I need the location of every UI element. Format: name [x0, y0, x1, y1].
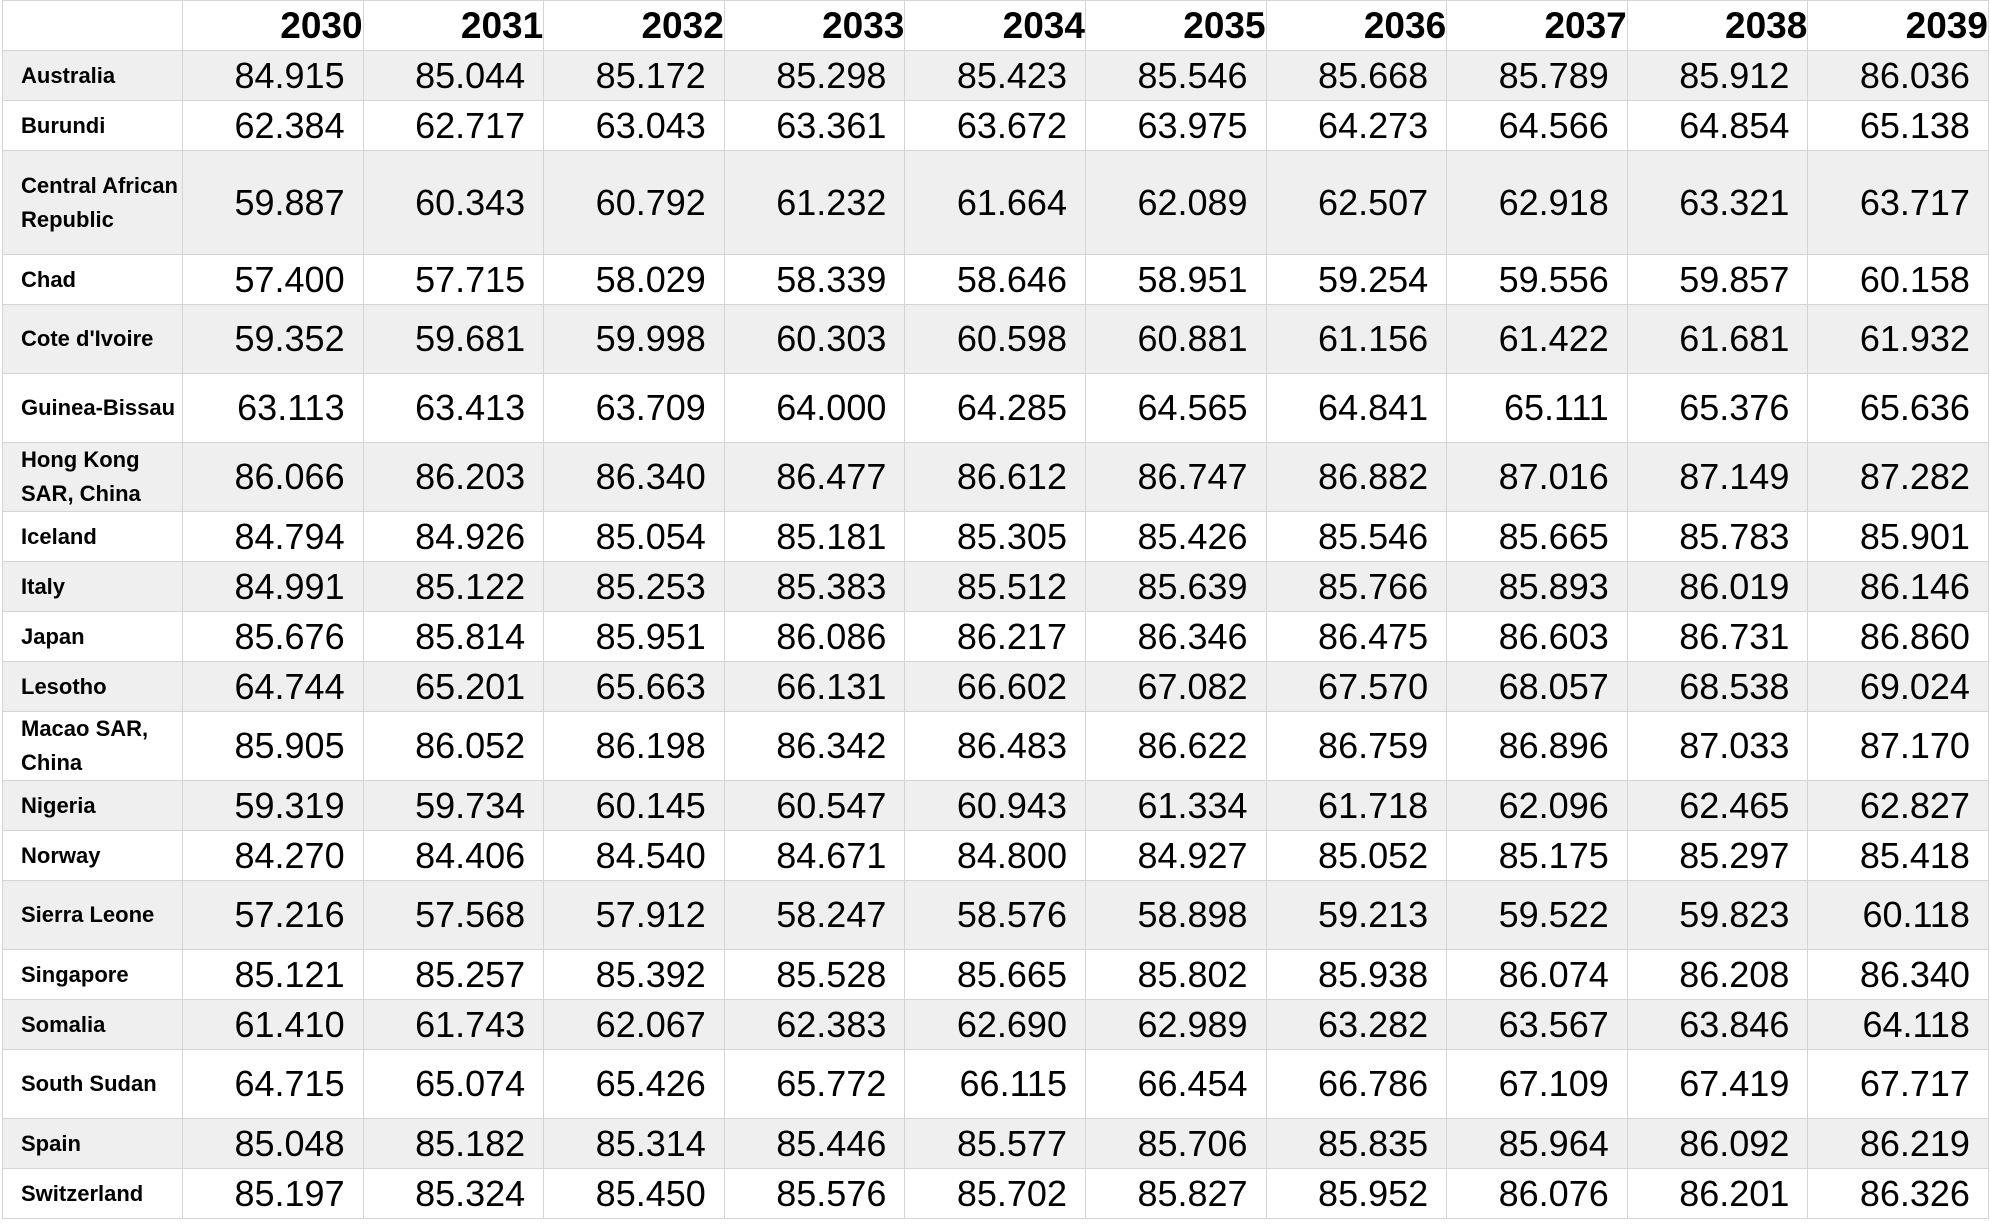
value-cell[interactable]: 86.219 [1808, 1119, 1989, 1169]
value-cell[interactable]: 84.800 [905, 831, 1086, 881]
value-cell[interactable]: 85.576 [724, 1169, 905, 1219]
value-cell[interactable]: 62.089 [1085, 151, 1266, 255]
value-cell[interactable]: 86.052 [363, 712, 544, 781]
value-cell[interactable]: 61.422 [1447, 305, 1628, 374]
value-cell[interactable]: 85.783 [1627, 512, 1808, 562]
value-cell[interactable]: 85.893 [1447, 562, 1628, 612]
value-cell[interactable]: 68.538 [1627, 662, 1808, 712]
value-cell[interactable]: 87.149 [1627, 443, 1808, 512]
value-cell[interactable]: 85.314 [544, 1119, 725, 1169]
value-cell[interactable]: 84.915 [183, 51, 364, 101]
value-cell[interactable]: 85.546 [1266, 512, 1447, 562]
value-cell[interactable]: 86.340 [544, 443, 725, 512]
country-cell[interactable]: Sierra Leone [3, 881, 183, 950]
table-row [3, 51, 1989, 101]
value-cell[interactable]: 57.216 [183, 881, 364, 950]
value-cell[interactable]: 85.802 [1085, 950, 1266, 1000]
value-cell[interactable]: 61.681 [1627, 305, 1808, 374]
table-row [3, 1169, 1989, 1219]
value-cell[interactable]: 86.896 [1447, 712, 1628, 781]
country-cell[interactable]: Singapore [3, 950, 183, 1000]
value-cell[interactable]: 58.898 [1085, 881, 1266, 950]
table-row [3, 712, 1989, 781]
header-row [3, 1, 1989, 51]
value-cell[interactable]: 61.334 [1085, 781, 1266, 831]
value-cell[interactable]: 63.043 [544, 101, 725, 151]
year-header[interactable]: 2039 [1808, 1, 1989, 51]
value-cell[interactable]: 85.121 [183, 950, 364, 1000]
value-cell[interactable]: 63.846 [1627, 1000, 1808, 1050]
value-cell[interactable]: 58.029 [544, 255, 725, 305]
value-cell[interactable]: 86.092 [1627, 1119, 1808, 1169]
value-cell[interactable]: 67.109 [1447, 1050, 1628, 1119]
value-cell[interactable]: 86.603 [1447, 612, 1628, 662]
value-cell[interactable]: 84.991 [183, 562, 364, 612]
value-cell[interactable]: 85.122 [363, 562, 544, 612]
value-cell[interactable]: 60.943 [905, 781, 1086, 831]
value-cell[interactable]: 84.671 [724, 831, 905, 881]
value-cell[interactable]: 84.406 [363, 831, 544, 881]
value-cell[interactable]: 63.413 [363, 374, 544, 443]
value-cell[interactable]: 86.342 [724, 712, 905, 781]
value-cell[interactable]: 85.181 [724, 512, 905, 562]
country-cell[interactable]: Iceland [3, 512, 183, 562]
year-header[interactable]: 2036 [1266, 1, 1447, 51]
value-cell[interactable]: 85.577 [905, 1119, 1086, 1169]
value-cell[interactable]: 63.282 [1266, 1000, 1447, 1050]
value-cell[interactable]: 85.964 [1447, 1119, 1628, 1169]
value-cell[interactable]: 62.827 [1808, 781, 1989, 831]
value-cell[interactable]: 64.744 [183, 662, 364, 712]
value-cell[interactable]: 86.201 [1627, 1169, 1808, 1219]
table-row [3, 1000, 1989, 1050]
value-cell[interactable]: 59.887 [183, 151, 364, 255]
value-cell[interactable]: 59.352 [183, 305, 364, 374]
value-cell[interactable]: 64.285 [905, 374, 1086, 443]
value-cell[interactable]: 64.565 [1085, 374, 1266, 443]
value-cell[interactable]: 65.376 [1627, 374, 1808, 443]
value-cell[interactable]: 59.823 [1627, 881, 1808, 950]
country-cell[interactable]: Australia [3, 51, 183, 101]
value-cell[interactable]: 85.546 [1085, 51, 1266, 101]
value-cell[interactable]: 63.975 [1085, 101, 1266, 151]
value-cell[interactable]: 65.201 [363, 662, 544, 712]
value-cell[interactable]: 86.326 [1808, 1169, 1989, 1219]
value-cell[interactable]: 85.257 [363, 950, 544, 1000]
value-cell[interactable]: 57.568 [363, 881, 544, 950]
value-cell[interactable]: 84.270 [183, 831, 364, 881]
value-cell[interactable]: 85.528 [724, 950, 905, 1000]
value-cell[interactable]: 60.792 [544, 151, 725, 255]
value-cell[interactable]: 86.086 [724, 612, 905, 662]
value-cell[interactable]: 85.827 [1085, 1169, 1266, 1219]
value-cell[interactable]: 86.203 [363, 443, 544, 512]
value-cell[interactable]: 85.789 [1447, 51, 1628, 101]
value-cell[interactable]: 85.676 [183, 612, 364, 662]
value-cell[interactable]: 86.074 [1447, 950, 1628, 1000]
value-cell[interactable]: 61.410 [183, 1000, 364, 1050]
value-cell[interactable]: 57.715 [363, 255, 544, 305]
table-row [3, 562, 1989, 612]
value-cell[interactable]: 87.033 [1627, 712, 1808, 781]
value-cell[interactable]: 85.814 [363, 612, 544, 662]
value-cell[interactable]: 85.052 [1266, 831, 1447, 881]
value-cell[interactable]: 85.054 [544, 512, 725, 562]
value-cell[interactable]: 62.918 [1447, 151, 1628, 255]
value-cell[interactable]: 57.400 [183, 255, 364, 305]
value-cell[interactable]: 58.951 [1085, 255, 1266, 305]
country-cell[interactable]: Central African Republic [3, 151, 183, 255]
value-cell[interactable]: 86.622 [1085, 712, 1266, 781]
value-cell[interactable]: 87.016 [1447, 443, 1628, 512]
value-cell[interactable]: 86.747 [1085, 443, 1266, 512]
table-row [3, 1119, 1989, 1169]
value-cell[interactable]: 67.570 [1266, 662, 1447, 712]
table-row [3, 950, 1989, 1000]
value-cell[interactable]: 60.547 [724, 781, 905, 831]
value-cell[interactable]: 60.118 [1808, 881, 1989, 950]
value-cell[interactable]: 65.138 [1808, 101, 1989, 151]
value-cell[interactable]: 85.305 [905, 512, 1086, 562]
value-cell[interactable]: 84.794 [183, 512, 364, 562]
value-cell[interactable]: 59.681 [363, 305, 544, 374]
value-cell[interactable]: 66.131 [724, 662, 905, 712]
value-cell[interactable]: 84.927 [1085, 831, 1266, 881]
value-cell[interactable]: 85.253 [544, 562, 725, 612]
value-cell[interactable]: 85.298 [724, 51, 905, 101]
value-cell[interactable]: 60.343 [363, 151, 544, 255]
value-cell[interactable]: 61.232 [724, 151, 905, 255]
value-cell[interactable]: 86.217 [905, 612, 1086, 662]
value-cell[interactable]: 61.664 [905, 151, 1086, 255]
value-cell[interactable]: 58.576 [905, 881, 1086, 950]
value-cell[interactable]: 85.952 [1266, 1169, 1447, 1219]
value-cell[interactable]: 84.540 [544, 831, 725, 881]
value-cell[interactable]: 62.096 [1447, 781, 1628, 831]
value-cell[interactable]: 86.076 [1447, 1169, 1628, 1219]
year-header[interactable]: 2031 [363, 1, 544, 51]
value-cell[interactable]: 85.044 [363, 51, 544, 101]
value-cell[interactable]: 67.419 [1627, 1050, 1808, 1119]
country-cell[interactable]: Nigeria [3, 781, 183, 831]
value-cell[interactable]: 86.477 [724, 443, 905, 512]
country-cell[interactable]: Cote d'Ivoire [3, 305, 183, 374]
value-cell[interactable]: 58.339 [724, 255, 905, 305]
value-cell[interactable]: 65.426 [544, 1050, 725, 1119]
value-cell[interactable]: 66.602 [905, 662, 1086, 712]
value-cell[interactable]: 86.483 [905, 712, 1086, 781]
country-cell[interactable]: Somalia [3, 1000, 183, 1050]
table-row [3, 1050, 1989, 1119]
value-cell[interactable]: 59.319 [183, 781, 364, 831]
year-header[interactable]: 2037 [1447, 1, 1628, 51]
value-cell[interactable]: 60.303 [724, 305, 905, 374]
country-cell[interactable]: Norway [3, 831, 183, 881]
year-header[interactable]: 2038 [1627, 1, 1808, 51]
value-cell[interactable]: 59.522 [1447, 881, 1628, 950]
value-cell[interactable]: 85.172 [544, 51, 725, 101]
value-cell[interactable]: 85.048 [183, 1119, 364, 1169]
value-cell[interactable]: 86.340 [1808, 950, 1989, 1000]
value-cell[interactable]: 59.998 [544, 305, 725, 374]
value-cell[interactable]: 85.182 [363, 1119, 544, 1169]
value-cell[interactable]: 66.115 [905, 1050, 1086, 1119]
value-cell[interactable]: 65.636 [1808, 374, 1989, 443]
value-cell[interactable]: 67.717 [1808, 1050, 1989, 1119]
value-cell[interactable]: 85.951 [544, 612, 725, 662]
value-cell[interactable]: 85.639 [1085, 562, 1266, 612]
value-cell[interactable]: 86.612 [905, 443, 1086, 512]
value-cell[interactable]: 60.145 [544, 781, 725, 831]
value-cell[interactable]: 62.717 [363, 101, 544, 151]
value-cell[interactable]: 85.938 [1266, 950, 1447, 1000]
value-cell[interactable]: 63.321 [1627, 151, 1808, 255]
value-cell[interactable]: 85.446 [724, 1119, 905, 1169]
table-row [3, 443, 1989, 512]
value-cell[interactable]: 60.158 [1808, 255, 1989, 305]
value-cell[interactable]: 86.475 [1266, 612, 1447, 662]
country-cell[interactable]: Spain [3, 1119, 183, 1169]
country-cell[interactable]: Macao SAR, China [3, 712, 183, 781]
value-cell[interactable]: 63.672 [905, 101, 1086, 151]
value-cell[interactable]: 65.663 [544, 662, 725, 712]
table-row [3, 512, 1989, 562]
value-cell[interactable]: 86.731 [1627, 612, 1808, 662]
table-row [3, 612, 1989, 662]
value-cell[interactable]: 86.208 [1627, 950, 1808, 1000]
value-cell[interactable]: 59.254 [1266, 255, 1447, 305]
value-cell[interactable]: 60.598 [905, 305, 1086, 374]
value-cell[interactable]: 65.074 [363, 1050, 544, 1119]
value-cell[interactable]: 85.905 [183, 712, 364, 781]
value-cell[interactable]: 69.024 [1808, 662, 1989, 712]
value-cell[interactable]: 85.512 [905, 562, 1086, 612]
value-cell[interactable]: 85.766 [1266, 562, 1447, 612]
value-cell[interactable]: 64.000 [724, 374, 905, 443]
value-cell[interactable]: 64.566 [1447, 101, 1628, 151]
table-row [3, 881, 1989, 950]
value-cell[interactable]: 59.857 [1627, 255, 1808, 305]
value-cell[interactable]: 66.454 [1085, 1050, 1266, 1119]
value-cell[interactable]: 62.383 [724, 1000, 905, 1050]
corner-cell[interactable] [3, 1, 183, 51]
table-row [3, 255, 1989, 305]
table-row [3, 781, 1989, 831]
country-cell[interactable]: Italy [3, 562, 183, 612]
value-cell[interactable]: 86.036 [1808, 51, 1989, 101]
value-cell[interactable]: 86.146 [1808, 562, 1989, 612]
value-cell[interactable]: 85.324 [363, 1169, 544, 1219]
country-cell[interactable]: South Sudan [3, 1050, 183, 1119]
value-cell[interactable]: 85.383 [724, 562, 905, 612]
value-cell[interactable]: 59.556 [1447, 255, 1628, 305]
value-cell[interactable]: 86.066 [183, 443, 364, 512]
value-cell[interactable]: 61.932 [1808, 305, 1989, 374]
value-cell[interactable]: 85.835 [1266, 1119, 1447, 1169]
value-cell[interactable]: 64.273 [1266, 101, 1447, 151]
value-cell[interactable]: 62.384 [183, 101, 364, 151]
value-cell[interactable]: 62.465 [1627, 781, 1808, 831]
year-header[interactable]: 2035 [1085, 1, 1266, 51]
value-cell[interactable]: 85.706 [1085, 1119, 1266, 1169]
value-cell[interactable]: 57.912 [544, 881, 725, 950]
value-cell[interactable]: 87.170 [1808, 712, 1989, 781]
value-cell[interactable]: 65.772 [724, 1050, 905, 1119]
value-cell[interactable]: 68.057 [1447, 662, 1628, 712]
country-cell[interactable]: Lesotho [3, 662, 183, 712]
table-row [3, 831, 1989, 881]
country-cell[interactable]: Guinea-Bissau [3, 374, 183, 443]
value-cell[interactable]: 85.418 [1808, 831, 1989, 881]
value-cell[interactable]: 62.989 [1085, 1000, 1266, 1050]
table-row [3, 151, 1989, 255]
value-cell[interactable]: 62.690 [905, 1000, 1086, 1050]
value-cell[interactable]: 63.567 [1447, 1000, 1628, 1050]
value-cell[interactable]: 85.702 [905, 1169, 1086, 1219]
value-cell[interactable]: 86.860 [1808, 612, 1989, 662]
value-cell[interactable]: 64.118 [1808, 1000, 1989, 1050]
value-cell[interactable]: 86.346 [1085, 612, 1266, 662]
value-cell[interactable]: 85.901 [1808, 512, 1989, 562]
value-cell[interactable]: 59.734 [363, 781, 544, 831]
value-cell[interactable]: 85.450 [544, 1169, 725, 1219]
value-cell[interactable]: 62.067 [544, 1000, 725, 1050]
value-cell[interactable]: 62.507 [1266, 151, 1447, 255]
value-cell[interactable]: 64.841 [1266, 374, 1447, 443]
value-cell[interactable]: 59.213 [1266, 881, 1447, 950]
value-cell[interactable]: 85.668 [1266, 51, 1447, 101]
value-cell[interactable]: 85.297 [1627, 831, 1808, 881]
value-cell[interactable]: 61.156 [1266, 305, 1447, 374]
year-header[interactable]: 2034 [905, 1, 1086, 51]
value-cell[interactable]: 61.718 [1266, 781, 1447, 831]
country-cell[interactable]: Burundi [3, 101, 183, 151]
value-cell[interactable]: 84.926 [363, 512, 544, 562]
value-cell[interactable]: 85.392 [544, 950, 725, 1000]
table-row [3, 662, 1989, 712]
value-cell[interactable]: 64.715 [183, 1050, 364, 1119]
year-header[interactable]: 2033 [724, 1, 905, 51]
year-header[interactable]: 2030 [183, 1, 364, 51]
value-cell[interactable]: 63.113 [183, 374, 364, 443]
value-cell[interactable]: 85.426 [1085, 512, 1266, 562]
value-cell[interactable]: 67.082 [1085, 662, 1266, 712]
value-cell[interactable]: 58.646 [905, 255, 1086, 305]
year-header[interactable]: 2032 [544, 1, 725, 51]
country-cell[interactable]: Hong Kong SAR, China [3, 443, 183, 512]
country-cell[interactable]: Chad [3, 255, 183, 305]
value-cell[interactable]: 86.759 [1266, 712, 1447, 781]
country-cell[interactable]: Japan [3, 612, 183, 662]
value-cell[interactable]: 86.198 [544, 712, 725, 781]
value-cell[interactable]: 85.197 [183, 1169, 364, 1219]
value-cell[interactable]: 86.019 [1627, 562, 1808, 612]
table-row [3, 305, 1989, 374]
value-cell[interactable]: 58.247 [724, 881, 905, 950]
value-cell[interactable]: 65.111 [1447, 374, 1628, 443]
value-cell[interactable]: 85.912 [1627, 51, 1808, 101]
value-cell[interactable]: 63.361 [724, 101, 905, 151]
country-cell[interactable]: Switzerland [3, 1169, 183, 1219]
table-row [3, 101, 1989, 151]
value-cell[interactable]: 61.743 [363, 1000, 544, 1050]
value-cell[interactable]: 87.282 [1808, 443, 1989, 512]
value-cell[interactable]: 85.665 [905, 950, 1086, 1000]
value-cell[interactable]: 85.665 [1447, 512, 1628, 562]
value-cell[interactable]: 63.717 [1808, 151, 1989, 255]
data-table [2, 0, 1989, 1219]
value-cell[interactable]: 85.423 [905, 51, 1086, 101]
value-cell[interactable]: 60.881 [1085, 305, 1266, 374]
value-cell[interactable]: 66.786 [1266, 1050, 1447, 1119]
value-cell[interactable]: 63.709 [544, 374, 725, 443]
value-cell[interactable]: 85.175 [1447, 831, 1628, 881]
table-row [3, 374, 1989, 443]
value-cell[interactable]: 64.854 [1627, 101, 1808, 151]
value-cell[interactable]: 86.882 [1266, 443, 1447, 512]
